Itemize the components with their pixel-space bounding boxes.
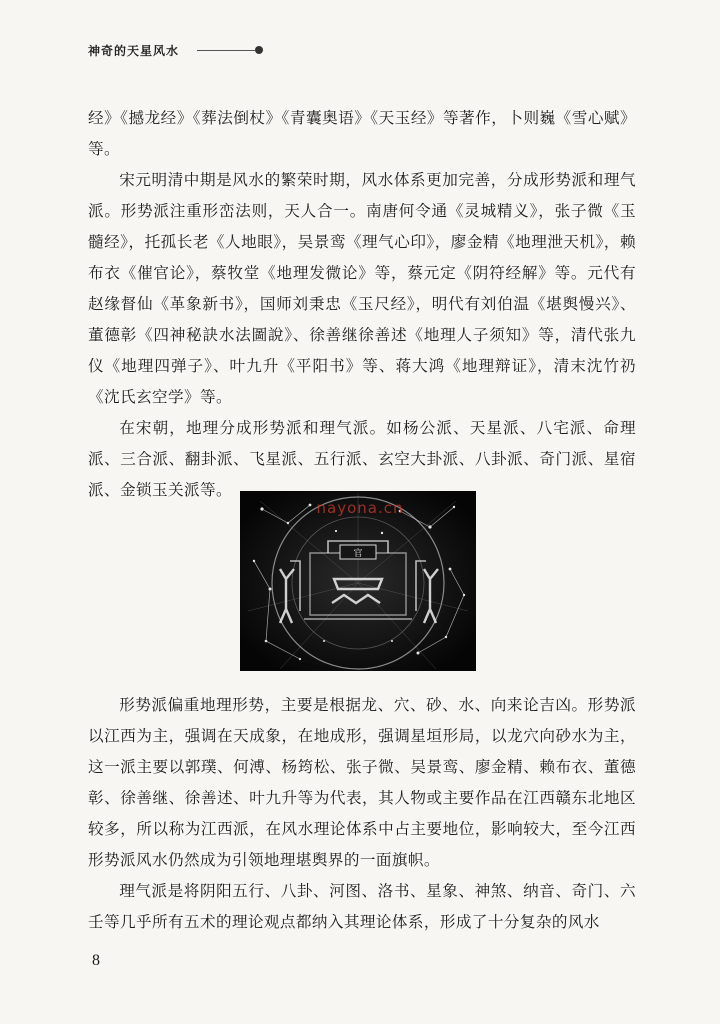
plaque-text: 官: [353, 549, 363, 559]
paragraph: 宋元明清中期是风水的繁荣时期，风水体系更加完善，分成形势派和理气派。形势派注重形峦法则，天人合一。南唐何令通《灵城精义》，张子微《玉髓经》，托孤长老《人地眼》，吴景鸾《理气心印》，廖金精《地理泄天机》，赖布衣《催官论》，蔡牧堂《地理发微论》等，蔡元定《阴符经解》等。元代有赵缘督仙《革象新书》，国师刘秉忠《玉尺经》，明代有刘伯温《堪舆慢兴》、董德彰《四神秘訣水法圖說》、徐善继徐善述《地理人子须知》等，清代张九仪《地理四弹子》、叶九升《平阳书》等、蒋大鸿《地理辩证》，清末沈竹礽《沈氏玄空学》等。: [88, 171, 636, 406]
paragraph: 理气派是将阴阳五行、八卦、河图、洛书、星象、神煞、纳音、奇门、六壬等几乎所有五术的理论观点都纳入其理论体系，形成了十分复杂的风水: [88, 882, 636, 931]
page-number: 8: [92, 952, 100, 969]
running-header: [88, 40, 358, 60]
paragraph: 在宋朝，地理分成形势派和理气派。如杨公派、天星派、八宅派、命理派、三合派、翻卦派、飞星派、五行派、玄空大卦派、八卦派、奇门派、星宿派、金锁玉关派等。: [88, 419, 636, 499]
watermark-text: nayona.cn: [316, 499, 404, 517]
paragraph: 经》《撼龙经》《葬法倒杖》《青囊奥语》《天玉经》等著作，卜则巍《雪心赋》等。: [88, 109, 636, 158]
constellation-illustration: [240, 491, 476, 671]
header-dot-ornament: [255, 46, 263, 54]
star-map-figure: [240, 491, 476, 671]
body-text-top: [88, 103, 636, 506]
header-rule: [197, 50, 255, 51]
body-text-bottom: [88, 690, 636, 938]
paragraph: 形势派偏重地理形势，主要是根据龙、穴、砂、水、向来论吉凶。形势派以江西为主，强调在天成象，在地成形，强调星垣形局，以龙穴向砂水为主，这一派主要以郭璞、何溥、杨筠松、张子微、吴景鸾、廖金精、赖布衣、董德彰、徐善继、徐善述、叶九升等为代表，其人物或主要作品在江西赣东北地区较多，所以称为江西派，在风水理论体系中占主要地位，影响较大，至今江西形势派风水仍然成为引领地理堪舆界的一面旗帜。: [88, 696, 636, 869]
running-title: 神奇的天星风水: [88, 43, 180, 58]
